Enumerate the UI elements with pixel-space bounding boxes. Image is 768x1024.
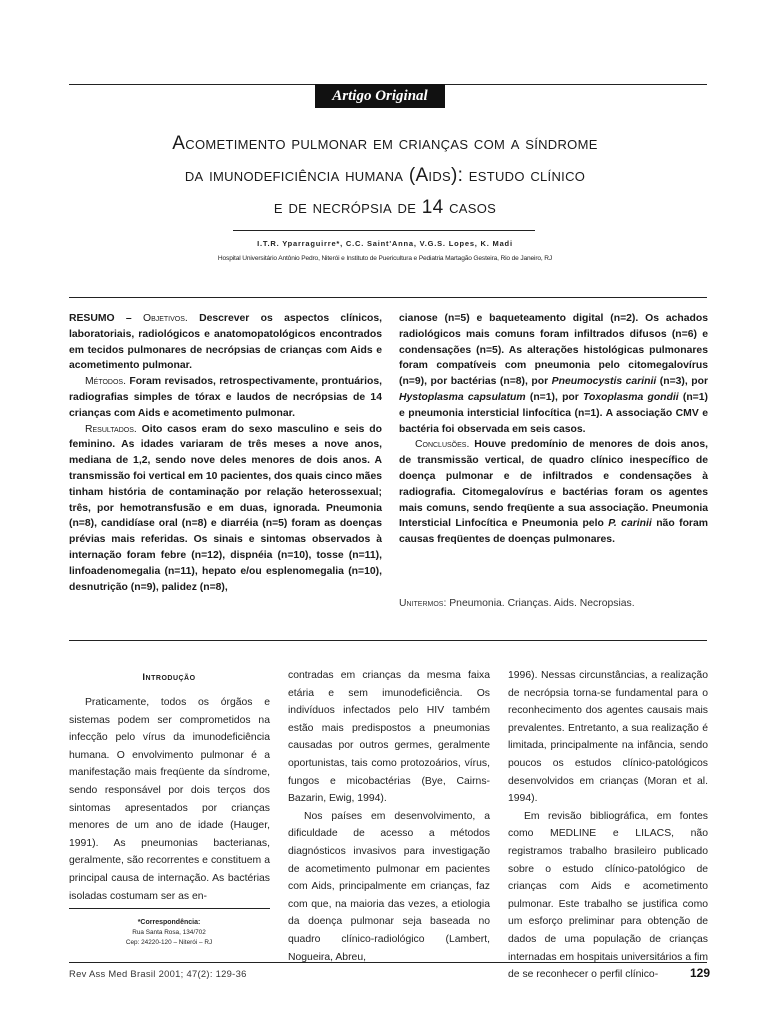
author-list: I.T.R. Yparraguirre*, C.C. Saint'Anna, V.G.S. Lopes, K. Madi — [257, 239, 513, 248]
conclusions-label: Conclusões. — [415, 439, 470, 451]
abstract-top-rule — [69, 297, 707, 298]
body-col3-paragraph-1: 1996). Nessas circunstâncias, a realização de necrópsia torna-se fundamental para o reconhecimento dos agentes causais mais prevalentes. Entretanto, a sua realização é limitada, principalmente na infância, sendo poucos os estudos clínico-patológicos desenvolvidos em crianças (Moran et al. 1994). — [508, 670, 708, 805]
body-col2-paragraph-2: Nos países em desenvolvimento, a dificuldade de acesso a métodos diagnósticos invasivos para investigação de acometimento pulmonar em pacientes com Aids, principalmente em crianças, faz com que, na maioria das vezes, a etiologia da doença pulmonar seja baseada no quadro clínico-radiológico (Lambert, Nogueira, Abreu, — [288, 810, 490, 963]
affiliation: Hospital Universitário Antônio Pedro, Niterói e Instituto de Puericultura e Pediatria Martagão Gesteira, Rio de Janeiro, RJ — [217, 255, 553, 262]
title-line-2: da imunodeficiência humana (Aids): estudo clínico — [184, 165, 586, 186]
abstract-column-2 — [399, 311, 708, 548]
article-title — [120, 128, 650, 224]
abstract-objectives — [69, 311, 382, 374]
results-cont-a: cianose (n=5) e baqueteamento digital (n=2). Os achados radiológicos mais comuns foram infiltrados difusos (n=6) e condensações (n=5). As alterações histológicas pulmonares foram compatíveis com pneumonia pelo citomegalovírus (n=9), por bactérias (n=8), por — [399, 313, 708, 388]
results-label: Resultados. — [85, 423, 137, 435]
journal-citation: Rev Ass Med Brasil 2001; 47(2): 129-36 — [69, 968, 247, 979]
abstract-bottom-rule — [69, 640, 707, 641]
keywords — [399, 598, 635, 609]
title-rule — [233, 230, 535, 231]
intro-paragraph-1: Praticamente, todos os órgãos e sistemas podem ser comprometidos na infecção pelo vírus da imunodeficiência humana. O envolvimento pulmonar é a manifestação mais freqüente da síndrome, sendo responsável por dois terços dos sintomas apresentados por crianças menores de um ano de idade (Hauger, 1991). As pneumonias bacterianas, geralmente, são recorrentes e constituem a principal causa de internação. As bactérias isoladas costumam ser as en- — [69, 697, 270, 902]
page-number: 129 — [689, 966, 710, 980]
methods-text: Foram revisados, retrospectivamente, prontuários, radiografias simples de tórax e laudos de necrópsias de 14 crianças com Aids e acometimento pulmonar. — [69, 376, 382, 419]
organism-toxoplasma: Toxoplasma gondii — [583, 391, 679, 403]
abstract-results — [69, 422, 382, 596]
correspondence-block — [69, 918, 269, 948]
keywords-label: Unitermos: — [399, 598, 447, 609]
body-column-3 — [508, 667, 708, 984]
body-col2-paragraph-1: contradas em crianças da mesma faixa etária e sem imunodeficiência. Os indivíduos infectados pelo HIV também estão mais predispostos a pneumonias causadas por outros germes, geralmente oportunistas, tais como protozoários, vírus, fungos e micobactérias (Bye, Cairns-Bazarin, Ewig, 1994). — [288, 670, 490, 805]
objectives-text: Descrever os aspectos clínicos, laboratoriais, radiológicos e anatomopatológicos encontrados em tecidos pulmonares de necrópsias de crianças com Aids e acometimento pulmonar. — [69, 313, 382, 372]
results-text: Oito casos eram do sexo masculino e seis do feminino. As idades variaram de três meses a nove anos, mediana de 1,2, sendo nove deles menores de dois anos. A transmissão foi vertical em 10 pacientes, dos quais cinco mães tinham história de contaminação por relação heterossexual; três, por hemotransfusão e em duas, ignorada. Pneumonia (n=8), candidíase oral (n=8) e diarréia (n=5) foram as doenças prévias mais referidas. Os sinais e sintomas observados à internação foram febre (n=12), dispnéia (n=10), tosse (n=11), linfoadenomegalia (n=11), hepato e/ou esplenomegalia (n=10), desnutrição (n=9), palidez (n=8), — [69, 423, 383, 593]
introduction-heading: Introdução — [142, 672, 196, 683]
organism-hystoplasma: Hystoplasma capsulatum — [399, 391, 526, 403]
organism-pneumocystis: Pneumocystis carinii — [551, 376, 657, 388]
abstract-methods — [69, 374, 382, 421]
abstract-lead: RESUMO – — [69, 313, 143, 324]
results-cont-b: (n=3), por — [656, 376, 709, 388]
title-line-3: e de necrópsia de 14 casos — [273, 197, 497, 218]
correspondence-rule — [69, 908, 270, 909]
body-col3-paragraph-2: Em revisão bibliográfica, em fontes como MEDLINE e LILACS, não registramos trabalho brasileiro publicado sobre o estudo clínico-patológico de crianças com Aids e acometimento pulmonar. Este trabalho se justifica como um esforço preliminar para obtenção de dados de uma população de crianças internadas em hospitais universitários a fim de se reconhecer o perfil clínico- — [508, 810, 708, 981]
correspondence-heading: *Correspondência: — [137, 919, 201, 926]
footer-rule — [69, 962, 707, 963]
methods-label: Métodos. — [85, 376, 126, 388]
abstract-column-1 — [69, 311, 382, 595]
results-cont-d: (n=1) e pneumonia intersticial linfocítica (n=1). A associação CMV e bactéria foi observada em seis casos. — [399, 391, 708, 435]
abstract-results-continued — [399, 311, 708, 437]
body-column-2 — [288, 667, 490, 966]
title-line-1: Acometimento pulmonar em crianças com a síndrome — [172, 133, 598, 154]
results-cont-c: (n=1), por — [525, 391, 584, 403]
objectives-label: Objetivos. — [142, 313, 188, 324]
conclusions-text-a: Houve predomínio de menores de dois anos, de transmissão vertical, de quadro clínico inespecífico de doença pulmonar e de infiltrados e condensações à radiografia. Citomegalovírus e bactérias foram os agentes mais comuns, sendo freqüente a sua associação. Pneumonia Intersticial Linfocítica e Pneumonia pelo — [399, 439, 708, 530]
body-column-1 — [69, 694, 270, 905]
keywords-text: Pneumonia. Crianças. Aids. Necropsias. — [446, 598, 635, 609]
section-label: Artigo Original — [315, 84, 445, 108]
organism-p-carinii: P. carinii — [608, 518, 652, 530]
correspondence-address: Rua Santa Rosa, 134/702 — [132, 929, 206, 936]
abstract-conclusions — [399, 437, 708, 548]
conclusions-text-b: não foram causas freqüentes de doenças pulmonares. — [399, 518, 708, 546]
correspondence-postal: Cep: 24220-120 – Niterói – RJ — [125, 939, 213, 946]
